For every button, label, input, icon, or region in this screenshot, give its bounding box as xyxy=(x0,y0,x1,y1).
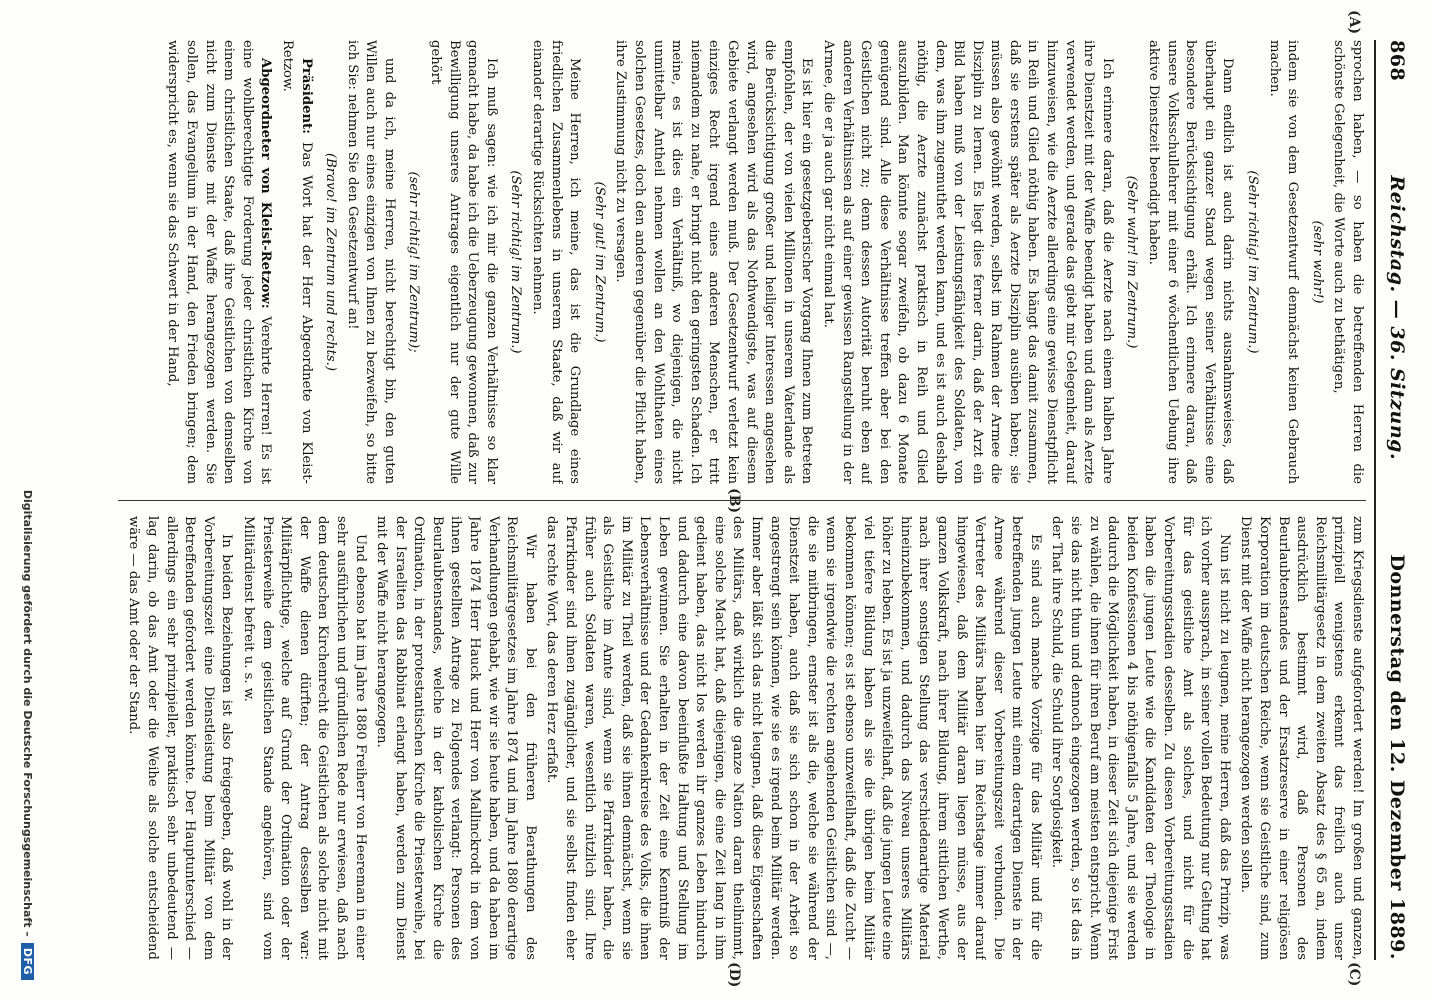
interjection: (Sehr wahr! im Zentrum.) xyxy=(1124,175,1140,349)
margin-marker-d: (D) xyxy=(726,962,742,988)
body-paragraph: Es ist hier ein gesetzgeberischer Vorgang Ihnen zum Betreten empfohlen, der von vielen Millionen in unserem Vaterlande als die Berücksichtigung großer und heiliger Interessen angesehen wird, angesehen wird als das Nothwendigste, was auf diesem Gebiete verlangt werden muß. Der Gesetzentwurf verletzt kein einziges Recht irgend eines anderen Menschen, er tritt niemandem zu nahe, er bringt nicht den geringsten Schaden. Ich meine, es ist dies ein Verhältniß, wo diejenigen, die nicht unmittelbar Antheil nehmen wollen an den Wohlthaten eines solchen Gesetzes, doch den anderen gegenüber die Pflicht haben, ihre Zustimmung nicht zu versagen. xyxy=(613,40,815,484)
credit-text: Digitalisierung gefördert durch die Deutsche Forschungsgemeinschaft – xyxy=(21,489,34,937)
body-paragraph: indem sie von dem Gesetzentwurf demnächst keinen Gebrauch machen. xyxy=(1266,40,1301,484)
body-paragraph: Es sind auch manche Vorzüge für das Militär und für die betreffenden jungen Leute mit einem derartigen Dienste in der Armee während dieser Vorbereitungszeit verbunden. Die Vertreter des Militärs haben hier im Reichstage immer darauf hingewiesen, daß dem Militär daran liegen müsse, aus der ganzen Volkskraft, nach ihrer Bildung, ihrem sittlichen Werthe, nach ihrer sonstigen Stellung das verschiedenartige Material hineinzubekommen, und dadurch das Niveau unseres Militärs höher zu heben. Es ist ja unzweifelhaft, daß die jungen Leute eine viel tiefere Bildung haben als sie die übrigen beim Militär bekommen können; es ist ebenso unzweifelhaft, daß die Zucht — wenn sie irgendwie die rechten angehenden Geistlichen sind —, die sie mitbringen, ernster ist als die, welche sie während der Dienstzeit haben, auch daß sie sich schon in der Arbeit so angestrengt sein können, wie sie es irgend beim Militär werden. Immer aber läßt sich das nicht leugnen, daß diese Eigenschaften des Militärs, daß wirklich die ganze Nation daran theilnimmt, eine solche Macht hat, daß diejenigen, die eine Zeit lang in ihm gedient haben, das nicht los werden ihr ganzes Leben hindurch und dadurch eine davon beeinflußte Haltung und Stellung im Leben gewinnen. Sie erhalten in der Zeit eine Kenntniß der Lebensverhältnisse und der Gedankenkreise des Volks, die ihnen im Militär zu Theil werden, daß sie ihnen demnächst, wenn sie als Geistliche im Amte sind, wenn sie Pfarrkinder haben, die früher auch Soldaten waren, wesentlich nützlich sind. Ihre Pfarrkinder sind ihnen zugänglicher, und sie selbst finden eher das rechte Wort, das deren Herz erfaßt. xyxy=(544,516,1043,960)
body-paragraph: In beiden Beziehungen ist also freigegeben, daß wohl in der Vorbereitungszeit eine Dienstleistung beim Militär von dem Betreffenden gefordert werden könnte. Der Hauptunterschied — allerdings ein sehr prinzipieller, praktisch sehr unbedeutend — lag darin, ob das Amt oder die Weihe als solche entscheidend wäre — das Amt oder der Stand. xyxy=(126,516,235,960)
digitization-credit xyxy=(21,160,34,980)
body-paragraph: Meine Herren, ich meine, das ist die Grundlage eines friedlichen Zusammenlebens in unserem Staate, daß wir auf einander derartige Rücksichten nehmen. xyxy=(530,40,583,484)
dfg-logo: DFG xyxy=(21,943,34,980)
left-text-column xyxy=(118,40,1366,484)
body-paragraph: Und ebenso hat im Jahre 1880 Freiherr von Heereman in einer sehr ausführlichen und gründlichen Rede nur erwiesen, daß nach dem deutschen Kirchenrecht die Geistlichen als solche nicht mit der Waffe dienen dürften; der Antrag desselben war: Militärpflichtige, welche auf Grund der Ordination oder der Priesterweihe dem geistlichen Stande angehören, sind vom Militärdienst befreit u. s. w. xyxy=(240,516,368,960)
interjection: (Sehr richtig! im Zentrum.) xyxy=(508,170,524,354)
interjection: (sehr richtig! im Zentrum); xyxy=(406,171,422,353)
margin-marker-c: (C) xyxy=(1346,962,1362,987)
body-paragraph: Ich erinnere daran, daß die Aerzte nach einem halben Jahre ihre Dienstzeit mit der Waffe beendigt haben und dann als Aerzte verwendet werden, und gerade das giebt mir Gelegenheit, darauf hinzuweisen, wie die Aerzte allerdings eine gewisse Dienstpflicht in Reih und Glied nöthig haben. Es hängt das damit zusammen, daß sie erstens später als Aerzte Disziplin ausüben haben; sie müssen also gewöhnt werden, selbst im Rahmen der Armee die Disziplin zu lernen. Es liegt dies ferner darin, daß der Arzt ein Bild haben muß von der Leistungsfähigkeit des Soldaten, von dem, was ihm zugemuthet werden kann, und es ist auch deshalb nöthig, die Aerzte zunächst praktisch in Reih und Glied auszubilden. Man könnte sogar zweifeln, ob dazu 6 Monate genügend sind. Alle diese Verhältnisse treffen aber bei den Geistlichen nicht zu; denn dessen Autorität beruht eben auf anderen Verhältnissen als auf einer gewissen Rangstellung in der Armee, die er ja auch gar nicht einmal hat. xyxy=(820,40,1115,484)
interjection: (Sehr richtig! im Zentrum.) xyxy=(1245,170,1261,354)
interjection: (Sehr gut! im Zentrum.) xyxy=(591,181,607,343)
body-paragraph: Nun ist nicht zu leugnen, meine Herren, daß das Prinzip, was ich vorher aussprach, in seiner vollen Bedeutung nur Geltung hat für das geistliche Amt als solches, und nicht für die Vorbereitungsstadien desselben. Zu diesen Vorbereitungsstadien haben die jungen Leute wie die Kandidaten der Theologie in beiden Konfessionen 4 bis nöthigenfalls 5 Jahre, und sie werden dadurch die Möglichkeit haben, in dieser Zeit sich diejenige Frist zu wählen, die ihnen für ihren Beruf am meisten entspricht. Wenn sie das nicht thun und dennoch eingezogen werden, so ist das in der That ihre Schuld, die Schuld ihrer Sorglosigkeit. xyxy=(1049,516,1232,960)
page-date: Donnerstag den 12. Dezember 1889. xyxy=(1386,554,1408,960)
body-paragraph: zum Kriegsdienste aufgefordert werden! Im großen und ganzen, prinzipiell wenigstens erkennt das freilich auch unser Reichsmilitärgesetz in dem zweiten Absatz des § 65 an, indem ausdrücklich bestimmt wird, daß Personen des Beurlaubtenstandes und der Ersatzreserve in einer religiösen Korporation im deutschen Reiche, wenn sie Geistliche sind, zum Dienst mit der Waffe nicht herangezogen werden sollen. xyxy=(1238,516,1365,960)
page-title: Reichstag. — 36. Sitzung. xyxy=(1386,175,1408,461)
speech-paragraph xyxy=(163,40,275,484)
body-paragraph: und da ich, meine Herren, nicht berechtigt bin, den guten Willen auch nur eines einzigen von Ihnen zu bezweifeln, so bitte ich Sie: nehmen Sie den Gesetzentwurf an! xyxy=(344,40,397,484)
margin-marker-b: (B) xyxy=(726,488,742,514)
interjection: (Bravo! im Zentrum und rechts.) xyxy=(323,152,339,372)
body-paragraph: Ich muß sagen: wie ich mir die ganzen Verhältnisse so klar gemacht habe, da habe ich die Ueberzeugung gewonnen, daß zur Bewilligung unseres Antrages eigentlich nur der gute Wille gehört xyxy=(428,40,499,484)
right-text-column xyxy=(118,516,1366,960)
speech-paragraph xyxy=(277,40,314,484)
page-number: 868 xyxy=(1386,40,1408,82)
header-rule xyxy=(1374,40,1376,960)
column-divider xyxy=(118,500,1366,501)
body-paragraph: sprochen haben, — so haben die betreffenden Herren die schönste Gelegenheit, die Worte auch zu bethätigen, xyxy=(1331,40,1365,484)
speech-text: Das Wort hat der Herr Abgeordnete von Kleist-Retzow. xyxy=(279,40,314,484)
speaker-name: Präsident: xyxy=(298,58,314,135)
page-header xyxy=(1380,40,1414,960)
speech-text: Verehrte Herren! Es ist eine wohlberechtigte Forderung jeder christlichen Kirche von einem christlichen Staate, daß ihre Geistlichen von demselben nicht zum Dienste mit der Waffe herangezogen werden. Sie sollen, das Evangelium in der Hand, den Frieden bringen; dem widerspricht es, wenn sie das Schwert in der Hand, xyxy=(165,40,274,484)
interjection: (sehr wahr!) xyxy=(1309,220,1325,304)
speaker-name: Abgeordneter von Kleist-Retzow: xyxy=(258,58,274,309)
body-paragraph: Wir haben bei den früheren Berathungen des Reichsmilitärgesetzes im Jahre 1874 und im Jahre 1880 derartige Verhandlungen gehabt, wie wir sie heute haben, und da haben im Jahre 1874 Herr Hauck und Herr von Mallinckrodt in dem von ihnen gestellten Antrage zu Folgendes verlangt: Personen des Beurlaubtenstandes, welche in der katholischen Kirche die Ordination, in der protestantischen Kirche die Priesterweihe, bei der Israeliten das Rabbinat erlangt haben, werden zum Dienst mit der Waffe nicht herangezogen. xyxy=(374,516,538,960)
body-paragraph: Dann endlich ist auch darin nichts ausnahmsweises, daß überhaupt ein ganzer Stand wegen seiner Verhältnisse eine besondere Berücksichtigung erhält. Ich erinnere daran, daß unsere Volksschullehrer mit einer 6 wöchentlichen Uebung ihre aktive Dienstzeit beendigt haben. xyxy=(1146,40,1236,484)
margin-marker-a: (A) xyxy=(1346,10,1362,35)
